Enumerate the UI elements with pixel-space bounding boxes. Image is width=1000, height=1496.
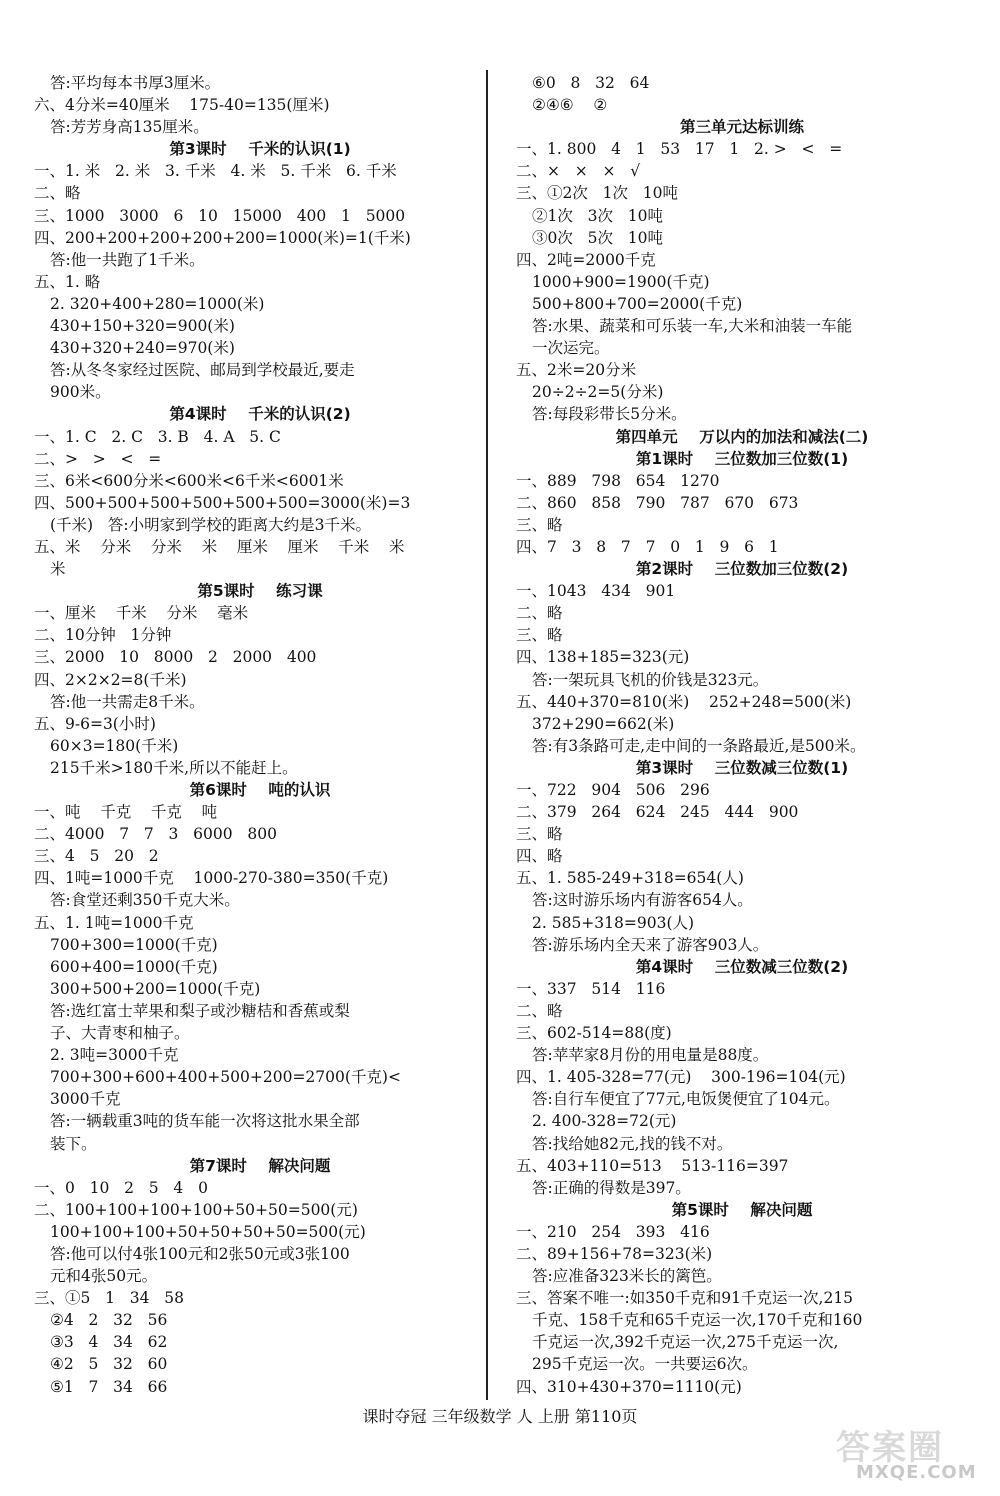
answer-line: 二、4000 7 7 3 6000 800 (34, 825, 277, 844)
answer-line: ⑥0 8 32 64 (532, 74, 650, 92)
answer-line: 三、602-514=88(度) (516, 1024, 672, 1043)
answer-line: 四、138+185=323(元) (516, 648, 690, 667)
answer-line: 二、379 264 624 245 444 900 (516, 803, 799, 822)
answer-line: 子、大青枣和柚子。 (50, 1024, 190, 1043)
section-heading: 第6课时 吨的认识 (189, 781, 331, 799)
answer-line: 2. 585+318=903(人) (532, 913, 695, 932)
answer-line: 2. 320+400+280=1000(米) (50, 294, 265, 313)
answer-line: 三、略 (516, 515, 563, 534)
section-heading: 第4课时 三位数减三位数(2) (635, 957, 849, 976)
watermark-logo: 答案圈 (836, 1428, 944, 1468)
section-heading: 第5课时 解决问题 (671, 1200, 813, 1219)
answer-line: 答:游乐场内全天来了游客903人。 (532, 935, 769, 954)
answer-line: 答:芳芳身高135厘米。 (50, 118, 209, 137)
answer-line: 答:每段彩带长5分米。 (532, 405, 687, 424)
answer-line: 三、略 (516, 626, 563, 645)
section-heading: 第三单元达标训练 (679, 118, 804, 137)
answer-line: 六、4分米=40厘米 175-40=135(厘米) (34, 96, 330, 115)
answer-line: 430+150+320=900(米) (50, 317, 235, 336)
answer-line: 米 (50, 560, 66, 579)
column-divider (486, 70, 488, 1400)
answer-line: 一、722 904 506 296 (516, 781, 710, 799)
answer-line: 600+400=1000(千克) (50, 957, 218, 976)
left-column (34, 72, 486, 1398)
answer-line: 三、答案不唯一:如350千克和91千克运一次,215 (516, 1289, 854, 1308)
section-heading: 第四单元 万以内的加法和减法(二) (615, 427, 869, 446)
answer-line: 一次运完。 (532, 339, 610, 358)
answer-line: 三、1000 3000 6 10 15000 400 1 5000 (34, 206, 406, 225)
answer-line: 二、× × × √ (516, 162, 641, 181)
section-heading: 第3课时 三位数减三位数(1) (635, 758, 849, 777)
answer-line: 2. 400-328=72(元) (532, 1112, 677, 1131)
answer-line: 四、略 (516, 847, 563, 866)
answer-line: 四、500+500+500+500+500+500=3000(米)=3 (34, 493, 411, 512)
answer-line: 二、100+100+100+100+50+50=500(元) (34, 1200, 358, 1219)
answer-line: 215千米>180千米,所以不能赶上。 (50, 758, 298, 777)
answer-line: 2. 3吨=3000千克 (50, 1046, 179, 1065)
answer-line: 一、1. 米 2. 米 3. 千米 4. 米 5. 千米 6. 千米 (34, 162, 397, 181)
answer-line: 五、9-6=3(小时) (34, 714, 156, 733)
answer-line: 答:食堂还剩350千克大米。 (50, 891, 240, 910)
answer-line: 一、0 10 2 5 4 0 (34, 1178, 208, 1197)
answer-line: 一、210 254 393 416 (516, 1222, 710, 1241)
answer-line: 答:找给她82元,找的钱不对。 (532, 1134, 733, 1153)
answer-line: 答:正确的得数是397。 (532, 1178, 691, 1197)
section-heading: 第7课时 解决问题 (189, 1156, 331, 1175)
answer-line: 四、200+200+200+200+200=1000(米)=1(千米) (34, 228, 411, 247)
answer-line: 答:他可以付4张100元和2张50元或3张100 (50, 1244, 350, 1263)
answer-line: 五、2米=20分米 (516, 361, 637, 380)
answer-line: 二、10分钟 1分钟 (34, 626, 172, 645)
answer-line: 3000千克 (50, 1090, 121, 1109)
watermark (818, 1420, 978, 1488)
answer-line: ③0次 5次 10吨 (532, 228, 664, 247)
answer-line: ②1次 3次 10吨 (532, 206, 664, 225)
answer-line: 三、2000 10 8000 2 2000 400 (34, 648, 317, 667)
answer-line: ②④⑥ ② (532, 96, 608, 115)
answer-line: 答:一架玩具飞机的价钱是323元。 (532, 670, 769, 689)
answer-line: 三、6米<600分米<600米<6千米<6001米 (34, 471, 344, 490)
answer-line: 300+500+200=1000(千克) (50, 979, 261, 998)
section-heading: 第1课时 三位数加三位数(1) (635, 449, 849, 468)
section-heading: 第3课时 千米的认识(1) (169, 140, 351, 159)
answer-line: 二、略 (516, 1001, 563, 1020)
watermark-url: MXQE.COM (856, 1462, 977, 1483)
answer-line: 700+300=1000(千克) (50, 935, 218, 954)
section-heading: 第4课时 千米的认识(2) (169, 405, 351, 424)
answer-line: 一、1043 434 901 (516, 582, 676, 601)
answer-line: ③3 4 34 62 (50, 1333, 168, 1352)
answer-line: 四、7 3 8 7 7 0 1 9 6 1 (516, 537, 779, 556)
answer-line: 二、89+156+78=323(米) (516, 1244, 713, 1263)
answer-line: 一、889 798 654 1270 (516, 471, 720, 490)
answer-line: 五、403+110=513 513-116=397 (516, 1156, 789, 1175)
answer-line: 五、米 分米 分米 米 厘米 厘米 千米 米 (34, 537, 405, 556)
answer-line: 答:自行车便宜了77元,电饭煲便宜了104元。 (532, 1090, 840, 1109)
answer-line: 三、①2次 1次 10吨 (516, 184, 679, 203)
answer-line: 元和4张50元。 (50, 1267, 158, 1286)
answer-line: 四、2吨=2000千克 (516, 250, 656, 269)
answer-line: 四、310+430+370=1110(元) (516, 1377, 742, 1396)
answer-line: 二、860 858 790 787 670 673 (516, 493, 799, 512)
answer-line: 答:选红富士苹果和梨子或沙糖桔和香蕉或梨 (50, 1001, 350, 1020)
answer-line: 答:水果、蔬菜和可乐装一车,大米和油装一车能 (532, 317, 853, 336)
answer-line: 一、吨 千克 千克 吨 (34, 803, 218, 822)
answer-line: 答:从冬冬家经过医院、邮局到学校最近,要走 (50, 361, 355, 380)
answer-line: 372+290=662(米) (532, 714, 675, 733)
answer-line: 答:这时游乐场内有游客654人。 (532, 891, 753, 910)
answer-line: 四、1吨=1000千克 1000-270-380=350(千克) (34, 869, 389, 888)
answer-line: 1000+900=1900(千克) (532, 272, 710, 291)
answer-line: 700+300+600+400+500+200=2700(千克)< (50, 1068, 401, 1087)
answer-line: (千米) 答:小明家到学校的距离大约是3千米。 (50, 515, 371, 534)
answer-line: 三、4 5 20 2 (34, 847, 159, 866)
section-heading: 第5课时 练习课 (197, 582, 323, 601)
answer-line: 答:他一共需走8千米。 (50, 692, 205, 711)
answer-line: 装下。 (50, 1134, 97, 1153)
answer-line: 三、略 (516, 825, 563, 844)
answer-line: 答:有3条路可走,走中间的一条路最近,是500米。 (532, 736, 866, 755)
answer-line: 20÷2÷2=5(分米) (532, 383, 664, 402)
page-footer: 课时夺冠 三年级数学 人 上册 第110页 (362, 1407, 638, 1426)
answer-line: 一、337 514 116 (516, 979, 666, 998)
answer-line: 295千克运一次。一共要运6次。 (532, 1355, 758, 1374)
answer-line: 答:一辆载重3吨的货车能一次将这批水果全部 (50, 1112, 360, 1131)
answer-line: 五、1. 585-249+318=654(人) (516, 869, 744, 888)
answer-line: 答:平均每本书厚3厘米。 (50, 74, 221, 92)
answer-line: 二、略 (516, 604, 563, 623)
answer-line: 五、1. 略 (34, 272, 101, 291)
answer-line: 900米。 (50, 383, 111, 402)
answer-line: 答:苹苹家8月份的用电量是88度。 (532, 1046, 769, 1065)
answer-line: 二、> > < = (34, 449, 162, 468)
answer-line: ④2 5 32 60 (50, 1355, 168, 1374)
answer-line: 500+800+700=2000(千克) (532, 294, 743, 313)
answer-line: 三、①5 1 34 58 (34, 1289, 185, 1308)
answer-line: 四、2×2×2=8(千米) (34, 670, 187, 689)
answer-line: 答:他一共跑了1千米。 (50, 250, 205, 269)
answer-line: 千克运一次,392千克运一次,275千克运一次, (532, 1333, 839, 1352)
section-heading: 第2课时 三位数加三位数(2) (635, 560, 849, 579)
answer-line: 一、1. 800 4 1 53 17 1 2. > < = (516, 140, 843, 159)
answer-line: 四、1. 405-328=77(元) 300-196=104(元) (516, 1068, 846, 1087)
answer-line: 60×3=180(千米) (50, 736, 179, 755)
answer-line: 100+100+100+50+50+50+50=500(元) (50, 1222, 366, 1241)
answer-line: 千克、158千克和65千克运一次,170千克和160 (532, 1311, 863, 1330)
answer-line: 一、1. C 2. C 3. B 4. A 5. C (34, 427, 281, 446)
answer-line: 五、440+370=810(米) 252+248=500(米) (516, 692, 852, 711)
answer-line: 430+320+240=970(米) (50, 339, 235, 358)
answer-line: 二、略 (34, 184, 81, 203)
answer-line: 答:应准备323米长的篱笆。 (532, 1267, 722, 1286)
answer-line: 五、1. 1吨=1000千克 (34, 913, 194, 932)
answer-line: ②4 2 32 56 (50, 1311, 168, 1330)
answer-line: ⑤1 7 34 66 (50, 1377, 168, 1396)
right-column (516, 72, 968, 1398)
answer-line: 一、厘米 千米 分米 毫米 (34, 604, 249, 623)
